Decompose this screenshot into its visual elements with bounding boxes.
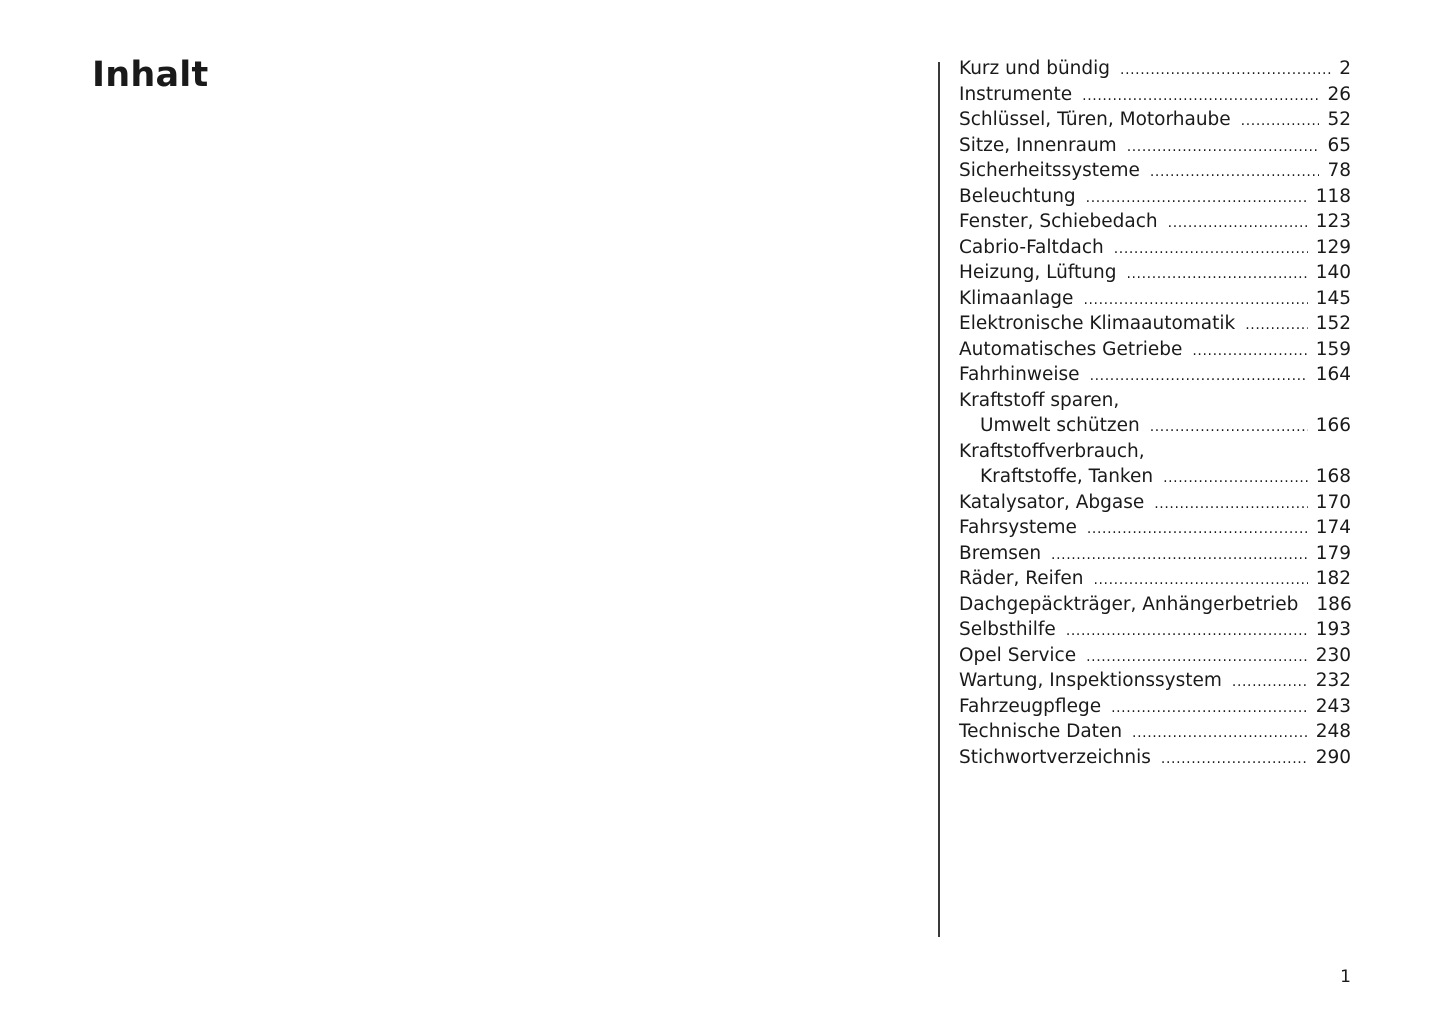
toc-label: Opel Service <box>959 644 1077 666</box>
toc-page-number: 290 <box>1315 746 1351 768</box>
toc-page-number: 118 <box>1315 185 1351 207</box>
toc-label-continued: Umwelt schützen <box>980 415 1140 436</box>
dot-leader <box>1120 58 1331 84</box>
toc-entry-sicherheitssysteme[interactable] <box>959 158 1351 184</box>
dot-leader <box>1163 466 1308 492</box>
toc-page-number: 193 <box>1315 619 1351 640</box>
toc-label: Räder, Reifen <box>959 568 1084 589</box>
toc-entry-opel-service[interactable] <box>959 643 1351 669</box>
toc-page-number: 168 <box>1315 466 1351 487</box>
toc-entry-raeder-reifen[interactable] <box>959 566 1351 592</box>
dot-leader <box>1154 492 1307 518</box>
dot-leader <box>1161 747 1308 773</box>
dot-leader <box>1051 543 1308 569</box>
toc-page-number: 243 <box>1315 695 1351 717</box>
toc-entry-bremsen[interactable] <box>959 541 1351 567</box>
toc-label-continued: Kraftstoffe, Tanken <box>980 466 1154 487</box>
toc-entry-stichwortverzeichnis[interactable] <box>959 745 1351 771</box>
toc-entry-klimaanlage[interactable] <box>959 286 1351 312</box>
dot-leader <box>1086 186 1308 212</box>
dot-leader <box>1082 84 1319 110</box>
toc-page-number: 159 <box>1315 338 1351 360</box>
toc-entry-sitze[interactable] <box>959 133 1351 159</box>
toc-label: Kraftstoff sparen, <box>959 389 1120 411</box>
toc-entry-katalysator[interactable] <box>959 490 1351 516</box>
toc-page-number: 140 <box>1315 262 1351 283</box>
dot-leader <box>1066 619 1308 645</box>
toc-page-number: 52 <box>1327 109 1351 130</box>
toc-label: Dachgepäckträger, Anhängerbetrieb <box>959 593 1299 615</box>
dot-leader <box>1114 237 1308 263</box>
toc-label: Technische Daten <box>959 721 1123 742</box>
dot-leader <box>1087 517 1308 543</box>
page-number: 1 <box>1340 967 1351 987</box>
dot-leader <box>1083 288 1307 314</box>
toc-page-number: 78 <box>1327 160 1351 181</box>
toc-label: Fahrsysteme <box>959 517 1077 538</box>
toc-label: Kraftstoffverbrauch, <box>959 440 1145 462</box>
toc-entry-schluessel[interactable] <box>959 107 1351 133</box>
toc-page-number: 170 <box>1315 491 1351 513</box>
toc-label: Heizung, Lüftung <box>959 262 1117 283</box>
toc-entry-cabrio-faltdach[interactable] <box>959 235 1351 261</box>
toc-label: Instrumente <box>959 83 1073 105</box>
toc-page-number: 232 <box>1315 670 1351 691</box>
toc-page-number: 2 <box>1339 58 1351 79</box>
toc-label: Kurz und bündig <box>959 58 1111 79</box>
toc-page-number: 152 <box>1315 313 1351 334</box>
toc-page-number: 230 <box>1315 644 1351 666</box>
toc-label: Elektronische Klimaautomatik <box>959 313 1236 334</box>
toc-entry-fenster[interactable] <box>959 209 1351 235</box>
dot-leader <box>1093 568 1307 594</box>
column-divider <box>938 62 940 937</box>
toc-label: Katalysator, Abgase <box>959 491 1145 513</box>
toc-entry-kurz-und-buendig[interactable] <box>959 56 1351 82</box>
toc-entry-instrumente[interactable] <box>959 82 1351 108</box>
toc-label: Fenster, Schiebedach <box>959 211 1158 232</box>
toc-entry-technische-daten[interactable] <box>959 719 1351 745</box>
toc-entry-kraftstoff-sparen[interactable] <box>959 388 1351 439</box>
dot-leader <box>1150 160 1320 186</box>
toc-page-number: 166 <box>1315 415 1351 436</box>
toc-label: Fahrhinweise <box>959 364 1080 385</box>
toc-entry-klimaautomatik[interactable] <box>959 311 1351 337</box>
toc-entry-selbsthilfe[interactable] <box>959 617 1351 643</box>
toc-page-number: 182 <box>1315 568 1351 589</box>
toc-label: Cabrio-Faltdach <box>959 236 1104 258</box>
toc-entry-getriebe[interactable] <box>959 337 1351 363</box>
dot-leader <box>1132 721 1308 747</box>
toc-page-number: 123 <box>1315 211 1351 232</box>
toc-page-number: 164 <box>1315 364 1351 385</box>
toc-entry-fahrhinweise[interactable] <box>959 362 1351 388</box>
toc-page-number: 145 <box>1315 287 1351 309</box>
toc-entry-fahrsysteme[interactable] <box>959 515 1351 541</box>
toc-label: Sicherheitssysteme <box>959 160 1140 181</box>
dot-leader <box>1126 262 1307 288</box>
toc-entry-kraftstoffverbrauch[interactable] <box>959 439 1351 490</box>
dot-leader <box>1150 415 1308 441</box>
dot-leader <box>1168 211 1308 237</box>
toc-label: Selbsthilfe <box>959 619 1056 640</box>
dot-leader <box>1241 109 1320 135</box>
toc-page-number: 248 <box>1315 721 1351 742</box>
dot-leader <box>1192 339 1307 365</box>
toc-label: Fahrzeugpflege <box>959 695 1102 717</box>
toc-label: Wartung, Inspektionssystem <box>959 670 1222 691</box>
toc-page-number: 129 <box>1315 236 1351 258</box>
dot-leader <box>1111 696 1308 722</box>
dot-leader <box>1086 645 1308 671</box>
dot-leader <box>1232 670 1308 696</box>
toc-entry-dachgepaecktraeger[interactable] <box>959 592 1351 618</box>
toc-page-number: 174 <box>1315 517 1351 538</box>
toc-page-number: 179 <box>1315 542 1351 564</box>
toc-entry-beleuchtung[interactable] <box>959 184 1351 210</box>
toc-label: Automatisches Getriebe <box>959 338 1183 360</box>
toc-entry-fahrzeugpflege[interactable] <box>959 694 1351 720</box>
page-title: Inhalt <box>92 55 209 95</box>
dot-leader <box>1127 135 1320 161</box>
toc-label: Klimaanlage <box>959 287 1074 309</box>
toc-label: Schlüssel, Türen, Motorhaube <box>959 109 1231 130</box>
toc-label: Bremsen <box>959 542 1042 564</box>
dot-leader <box>1245 313 1307 339</box>
toc-label: Stichwortverzeichnis <box>959 746 1151 768</box>
toc-page-number: 65 <box>1327 134 1351 156</box>
toc-entry-heizung[interactable] <box>959 260 1351 286</box>
toc-label: Beleuchtung <box>959 185 1076 207</box>
table-of-contents <box>959 56 1351 770</box>
dot-leader <box>1090 364 1308 390</box>
toc-entry-wartung[interactable] <box>959 668 1351 694</box>
toc-label: Sitze, Innenraum <box>959 134 1117 156</box>
toc-page-number: 26 <box>1327 83 1351 105</box>
toc-page-number: 186 <box>1316 593 1352 615</box>
